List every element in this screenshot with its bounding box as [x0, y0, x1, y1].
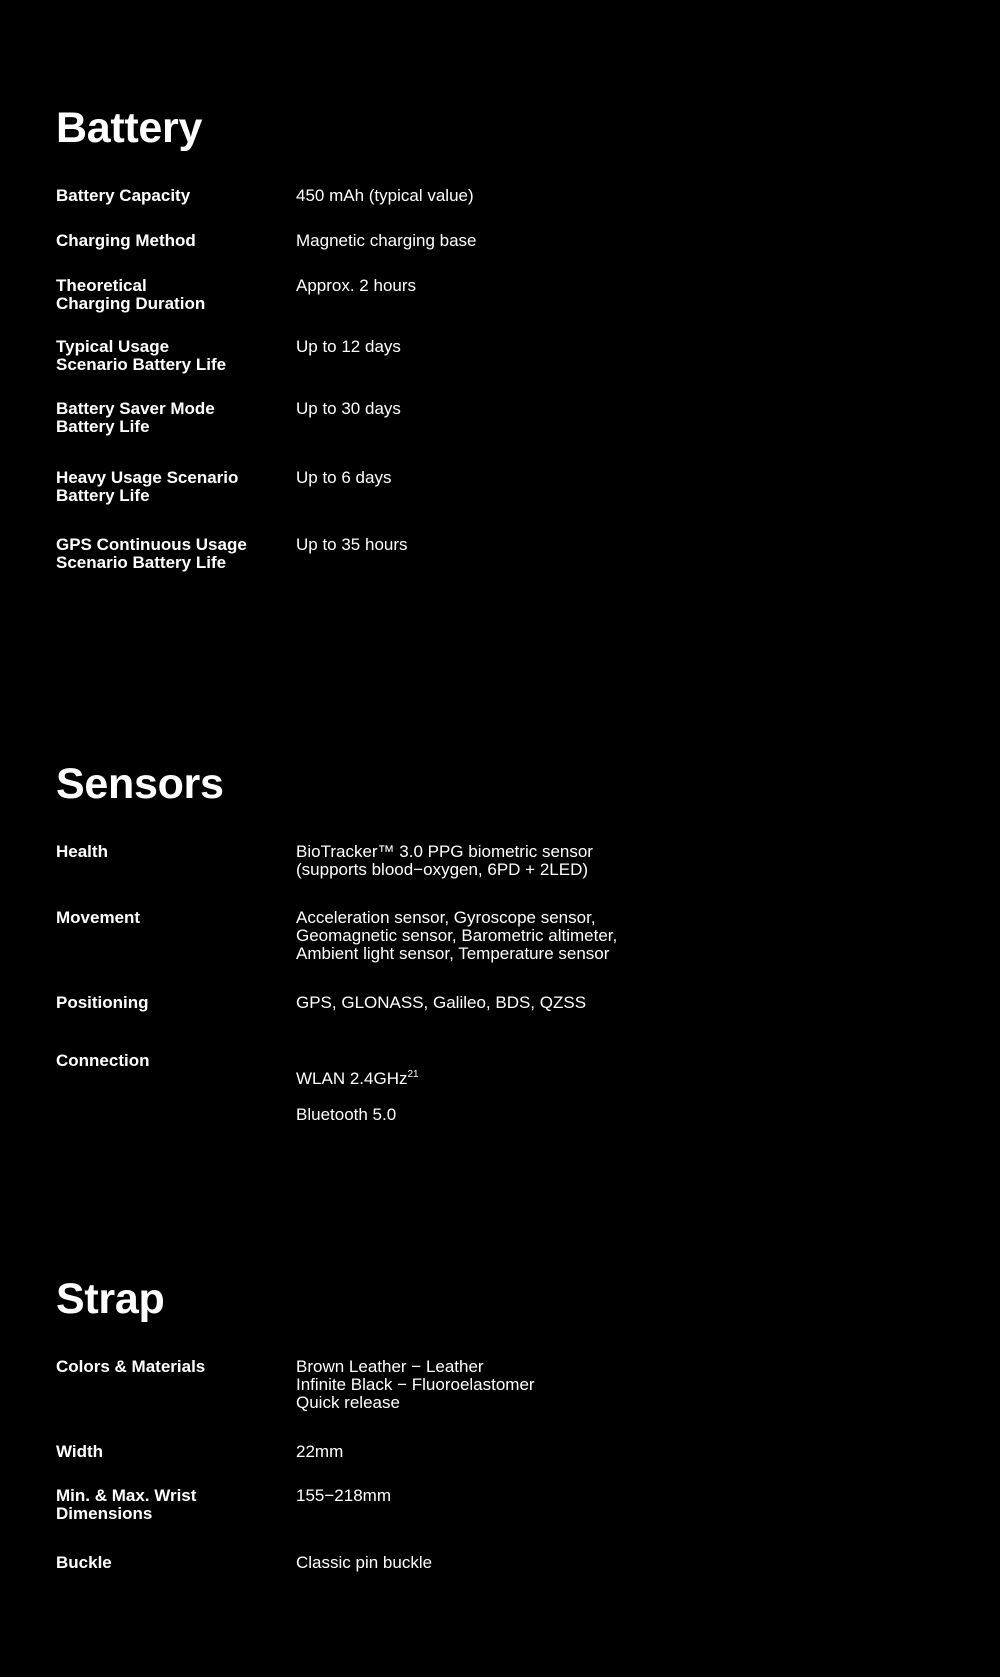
spec-label: Charging Method	[56, 231, 196, 250]
spec-value	[296, 1052, 856, 1124]
spec-label: Buckle	[56, 1553, 112, 1572]
spec-label: Positioning	[56, 993, 149, 1012]
connection-bluetooth: Bluetooth 5.0	[296, 1105, 397, 1124]
spec-value: Classic pin buckle	[296, 1553, 433, 1572]
spec-label: Connection	[56, 1051, 150, 1070]
spec-value: Brown Leather − Leather Infinite Black − Fluoroelastomer Quick release	[296, 1357, 535, 1412]
spec-label: Battery Capacity	[56, 186, 191, 205]
spec-value: Up to 35 hours	[296, 535, 408, 554]
spec-value: Magnetic charging base	[296, 231, 477, 250]
spec-value: 450 mAh (typical value)	[296, 186, 474, 205]
spec-label: Battery Saver Mode Battery Life	[56, 399, 215, 436]
spec-label: Typical Usage Scenario Battery Life	[56, 337, 227, 374]
battery-heading: Battery	[56, 104, 203, 152]
spec-value: Up to 6 days	[296, 468, 392, 487]
footnote-marker: 21	[407, 1069, 419, 1080]
spec-value: 155−218mm	[296, 1486, 391, 1505]
spec-value: Up to 12 days	[296, 337, 401, 356]
spec-value: Up to 30 days	[296, 399, 401, 418]
spec-label: Min. & Max. Wrist Dimensions	[56, 1486, 197, 1523]
spec-label: Theoretical Charging Duration	[56, 276, 206, 313]
battery-section	[56, 103, 936, 572]
spec-label: Movement	[56, 908, 141, 927]
strap-section	[56, 1274, 936, 1572]
spec-label: GPS Continuous Usage Scenario Battery Life	[56, 535, 247, 572]
spec-label: Colors & Materials	[56, 1357, 206, 1376]
spec-value: GPS, GLONASS, Galileo, BDS, QZSS	[296, 993, 587, 1012]
sensors-section	[56, 759, 936, 1124]
spec-label: Heavy Usage Scenario Battery Life	[56, 468, 239, 505]
connection-wlan: WLAN 2.4GHz	[296, 1069, 408, 1088]
spec-value: Approx. 2 hours	[296, 276, 417, 295]
spec-value: 22mm	[296, 1442, 344, 1461]
spec-value: Acceleration sensor, Gyroscope sensor, Geomagnetic sensor, Barometric altimeter, Ambient light sensor, Temperature sensor	[296, 908, 618, 963]
spec-value: BioTracker™ 3.0 PPG biometric sensor (supports blood−oxygen, 6PD + 2LED)	[296, 842, 593, 879]
spec-label: Health	[56, 842, 108, 861]
spec-label: Width	[56, 1442, 104, 1461]
strap-heading: Strap	[56, 1275, 165, 1323]
sensors-heading: Sensors	[56, 760, 224, 808]
